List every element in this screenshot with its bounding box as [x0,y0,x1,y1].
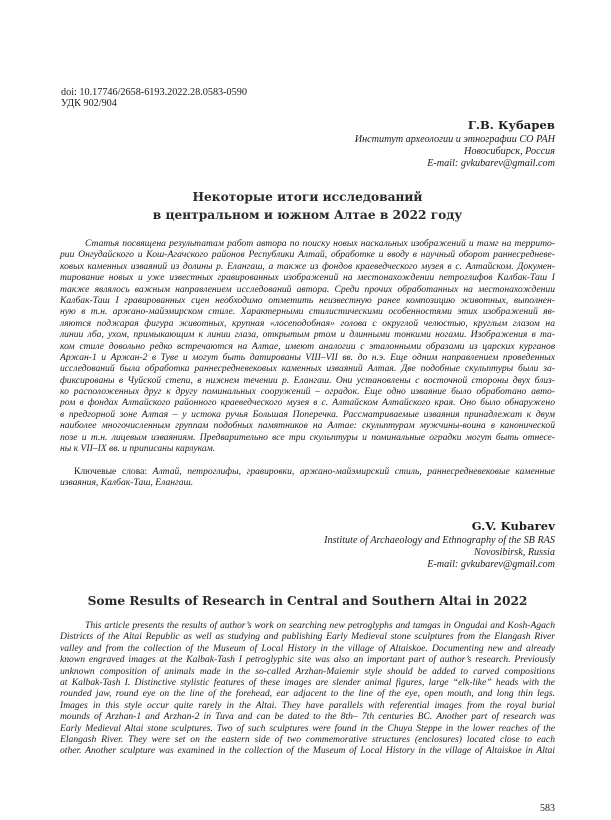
article-title-en: Some Results of Research in Central and Southern Altai in 2022 [87,594,528,608]
abstract-line: Аржан-1 и Аржан-2 в Туве и могут быть датированы VIII–VII вв. до н.э. Еще одним направлением проведенных [60,351,555,363]
abstract-line: ную в т.н. аржано-майэмирском стиле. Характерными стилистическими особенностями этих изображений яв- [60,306,555,318]
abstract-line: Elangash River. They were set on the eastern side of two commemorative structures (enclosures) located close to each [60,733,555,745]
abstract-line: known engraved images at the Kalbak-Tash I petroglyphic site was also an important part of author’s research. Previously [60,654,555,666]
keywords-values: Алтай, петроглифы, гравировки, аржано-майэмирский стиль, раннесредневековые каменные [152,466,555,477]
author-name-en: G.V. Kubarev [471,519,555,533]
abstract-line: также являлось важным направлением исследований автора. Среди прочих обработанных на местонахождении [60,283,555,295]
abstract-line: valley and from the collection of the Museum of Local History in the village of Altaiskoe. Documenting new and already [60,642,555,654]
keywords-ru [60,466,555,489]
keywords-line: изваяния, Калбак-Таш, Елангаш. [60,477,194,489]
affiliation-email-en: E-mail: gvkubarev@gmail.com [427,559,555,570]
abstract-line: тирование новых и уже известных гравированных изображений на местонахождении петроглифов Калбак-Таш I [60,272,555,284]
affiliation-city-ru: Новосибирск, Россия [464,146,555,157]
abstract-line: наиболее многочисленным группам подобных памятников на Алтае: скульптурам мужчины-воина в канонической [60,420,555,432]
abstract-line: rounded jaw, round eye on the line of the forehead, ear adjacent to the line of the eye, open mouth, and long thin legs. [60,688,555,700]
abstract-line: Images in this style occur quite rarely in the Altai. They have parallels with referential images from the royal burial [60,699,555,711]
abstract-ru [60,238,555,454]
abstract-line: Статья посвящена результатам работ автора по поиску новых наскальных изображений и тамг на террито- [85,238,555,249]
abstract-line: Districts of the Altai Republic as well as studying and publishing Early Medieval stone sculptures from the Elangash River [60,631,555,643]
page-number: 583 [540,803,555,814]
keywords-line [60,466,555,477]
affiliation-city-en: Novosibirsk, Russia [474,547,555,558]
abstract-line: Калбак-Таш I гравированных сцен необходимо отметить неизвестную ранее композицию животных, выполнен- [60,294,555,306]
affiliation-en [324,535,555,571]
abstract-line: исследований была обработка раннесредневековых каменных изваяний Алтая. Две подобные скульптуры были за- [60,363,555,375]
abstract-line: This article presents the results of author’s work on searching new petroglyphs and tamgas in Ongudai and Kosh-Agach [85,620,555,631]
doi: doi: 10.17746/2658-6193.2022.28.0583-0590 [61,87,247,98]
abstract-line: mounds of Arzhan-1 and Arzhan-2 in Tuva and can be dated to the 8th– 7th centuries BC. Another part of research was [60,711,555,723]
abstract-line: ром в фондах Алтайского районного краеведческого музея в с. Алтайском Алтайского края. Оно было обнаружено [60,397,555,409]
abstract-line: ляются поджарая фигура животных, крупная «лосеподобная» голова с округлой челюстью, круглым глазом на [60,317,555,329]
affiliation-institute-ru: Институт археологии и этнографии СО РАН [354,134,555,145]
abstract-line: линии лба, ухом, примыкающим к линии глаза, открытым ртом и длинными тонкими ногами. Изображения в та- [60,329,555,341]
keywords-label: Ключевые слова: [74,466,153,477]
abstract-line: рии Онгудайского и Кош-Агачского районов Республики Алтай, обработке и вводу в научный оборот раннесредневе- [60,249,555,261]
abstract-line: ко расположенных друг к другу поминальных сооружений – оградок. Еще одно изваяние было обработано авто- [60,386,555,398]
affiliation-institute-en: Institute of Archaeology and Ethnography of the SB RAS [324,535,555,546]
title-line: Некоторые итоги исследований [192,190,423,204]
title-line: в центральном и южном Алтае в 2022 году [152,208,463,222]
author-name-ru: Г.В. Кубарев [467,118,555,132]
abstract-line: в предгорной зоне Алтая – у истока ручья Большая Поперечка. Рассматриваемые изваяния принадлежат к двум [60,408,555,420]
abstract-line: ком стиле довольно редко встречаются на Алтае, имеют аналогии с эталонными образами из царских курганов [60,340,555,352]
affiliation-email-ru: E-mail: gvkubarev@gmail.com [427,158,555,169]
abstract-line: фиксированы в Чуйской степи, в нижнем течении р. Елангаш. Они установлены с восточной стороны двух близ- [60,374,555,386]
abstract-line: позе и т.н. лицевым изваяниям. Предварительно все три скульптуры и поминальные оградки могут быть отнесе- [60,431,555,443]
affiliation-ru [355,134,555,170]
abstract-line: ны к VII–IX вв. и приписаны карлукам. [60,443,216,455]
abstract-en [60,620,555,757]
abstract-line: other. Another sculpture was examined in the collection of the Museum of Local History in the village of Altaiskoe in Altai [60,745,555,757]
abstract-line: ковых каменных изваяний из долины р. Елангаш, а также из фондов краеведческого музея в с. Алтайском. Докумен- [60,260,555,272]
abstract-line: at Kalbak-Tash I. Distinctive stylistic features of these images are slender animal figures, large “elk-like” heads with the [60,676,555,688]
abstract-line: Early Medieval Altai stone sculptures. Two of such sculptures were found in the Chuya Steppe in the lower reaches of the [60,722,555,734]
abstract-line: unknown composition of animals made in the so-called Arzhan-Maiemir style should be added to carved compositions [60,665,555,677]
udk-code: УДК 902/904 [61,98,117,109]
article-title-ru [60,188,555,224]
